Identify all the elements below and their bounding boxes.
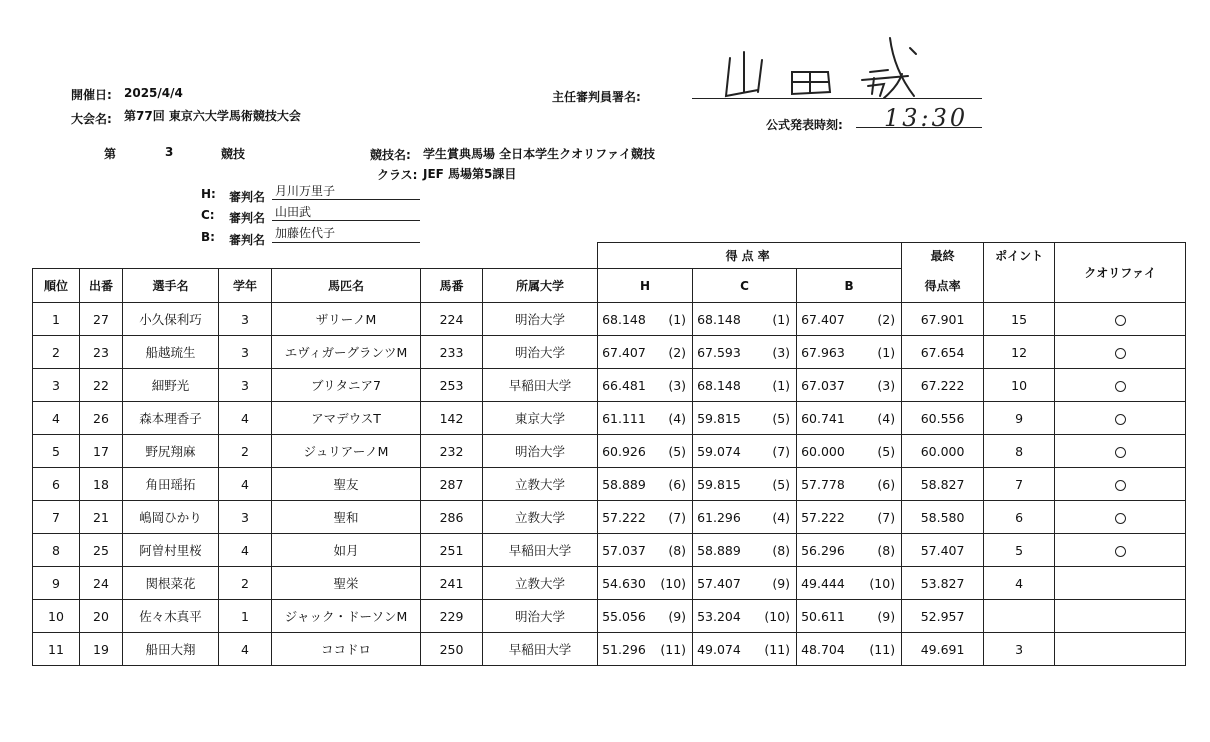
rider-cell: 船越琉生 [123,336,219,369]
score-rank: (1) [668,311,687,327]
judge-position: H: [201,187,216,201]
judge-position: C: [201,208,215,222]
table-row [33,303,1186,336]
rider-cell: 小久保利巧 [123,303,219,336]
h-score-cell [598,567,693,600]
university-cell: 立教大学 [483,468,598,501]
table-row [33,501,1186,534]
b-score-cell [797,435,902,468]
table-row [33,567,1186,600]
final-score-cell: 67.654 [902,336,984,369]
qualified-circle-icon [1115,480,1126,491]
horse-no-cell: 287 [421,468,483,501]
c-score-cell [693,468,797,501]
grade-cell: 1 [219,600,272,633]
grade-cell: 3 [219,369,272,402]
horse-header: 馬匹名 [272,269,421,303]
h-score-cell [598,369,693,402]
qualify-cell [1055,402,1186,435]
horse-cell: ブリタニア7 [272,369,421,402]
score-value: 54.630 [602,575,646,591]
c-score-cell [693,435,797,468]
points-cell: 8 [984,435,1055,468]
h-score-cell [598,600,693,633]
grade-cell: 4 [219,468,272,501]
b-score-cell [797,633,902,666]
score-value: 60.926 [602,443,646,459]
final-score-cell: 60.000 [902,435,984,468]
judge-label: 審判名 [229,233,266,247]
rider-cell: 嶋岡ひかり [123,501,219,534]
score-rank: (8) [668,542,687,558]
judge-label: 審判名 [229,211,266,225]
chief-judge-label: 主任審判員署名: [552,90,641,104]
score-value: 67.037 [801,377,845,393]
judge-line [272,220,420,221]
qualify-cell [1055,633,1186,666]
points-cell: 6 [984,501,1055,534]
b-score-cell [797,402,902,435]
chief-judge-signature [712,30,932,102]
points-cell: 12 [984,336,1055,369]
horse-no-cell: 251 [421,534,483,567]
score-value: 67.593 [697,344,741,360]
horse-cell: 聖和 [272,501,421,534]
start-no-cell: 25 [80,534,123,567]
rider-cell: 関根菜花 [123,567,219,600]
judge-name: 月川万里子 [275,184,336,198]
grade-cell: 3 [219,303,272,336]
qualified-circle-icon [1115,414,1126,425]
h-score-cell [598,501,693,534]
table-row [33,600,1186,633]
qualify-cell [1055,336,1186,369]
rider-cell: 佐々木真平 [123,600,219,633]
start-no-cell: 27 [80,303,123,336]
score-rank: (2) [877,311,896,327]
score-value: 67.407 [602,344,646,360]
horse-cell: ザリーノM [272,303,421,336]
competition-name-value: 学生賞典馬場 全日本学生クオリファイ競技 [423,147,655,161]
judge-name: 加藤佐代子 [275,226,336,240]
score-value: 59.815 [697,476,741,492]
b-header: B [797,269,902,303]
final-score-cell: 60.556 [902,402,984,435]
score-rank: (1) [877,344,896,360]
score-value: 56.296 [801,542,845,558]
score-value: 57.778 [801,476,845,492]
grade-cell: 4 [219,633,272,666]
competition-name-label: 競技名: [370,148,411,162]
points-cell: 3 [984,633,1055,666]
horse-cell: ココドロ [272,633,421,666]
table-row [33,534,1186,567]
university-cell: 明治大学 [483,600,598,633]
final-score-cell: 52.957 [902,600,984,633]
b-score-cell [797,600,902,633]
score-rank: (6) [877,476,896,492]
competition-suffix: 競技 [221,147,246,161]
rank-cell: 5 [33,435,80,468]
rider-cell: 野尻翔麻 [123,435,219,468]
horse-cell: エヴィガーグランツM [272,336,421,369]
horse-no-header: 馬番 [421,269,483,303]
points-cell [984,600,1055,633]
grade-cell: 2 [219,435,272,468]
release-time-label: 公式発表時刻: [766,118,843,132]
score-rank: (3) [668,377,687,393]
c-score-cell [693,303,797,336]
rank-header: 順位 [33,269,80,303]
judge-label: 審判名 [229,190,266,204]
points-cell: 10 [984,369,1055,402]
qualified-circle-icon [1115,381,1126,392]
horse-no-cell: 232 [421,435,483,468]
grade-cell: 2 [219,567,272,600]
rank-cell: 1 [33,303,80,336]
horse-no-cell: 286 [421,501,483,534]
rider-cell: 細野光 [123,369,219,402]
h-header: H [598,269,693,303]
c-score-cell [693,567,797,600]
class-label: クラス: [377,168,418,182]
score-value: 68.148 [602,311,646,327]
qualify-header: クオリファイ [1055,243,1186,303]
university-cell: 立教大学 [483,567,598,600]
b-score-cell [797,468,902,501]
score-rank: (4) [668,410,687,426]
b-score-cell [797,303,902,336]
score-rank: (1) [772,311,791,327]
score-rank: (2) [668,344,687,360]
c-score-cell [693,600,797,633]
score-value: 68.148 [697,311,741,327]
score-rank: (5) [877,443,896,459]
university-cell: 早稲田大学 [483,369,598,402]
score-value: 55.056 [602,608,646,624]
qualify-cell [1055,303,1186,336]
grade-cell: 3 [219,501,272,534]
start-no-header: 出番 [80,269,123,303]
score-rank: (5) [668,443,687,459]
rank-cell: 2 [33,336,80,369]
qualified-circle-icon [1115,315,1126,326]
c-score-cell [693,369,797,402]
date-label: 開催日: [71,88,112,102]
points-cell: 5 [984,534,1055,567]
c-score-cell [693,633,797,666]
c-score-cell [693,402,797,435]
rider-cell: 森本理香子 [123,402,219,435]
rank-cell: 7 [33,501,80,534]
horse-cell: 聖友 [272,468,421,501]
final-header-bottom: 得点率 [902,269,984,303]
horse-cell: 聖栄 [272,567,421,600]
final-score-cell: 49.691 [902,633,984,666]
score-rank: (9) [772,575,791,591]
start-no-cell: 17 [80,435,123,468]
qualified-circle-icon [1115,348,1126,359]
b-score-cell [797,501,902,534]
score-rank: (3) [877,377,896,393]
c-score-cell [693,336,797,369]
rider-header: 選手名 [123,269,219,303]
final-score-cell: 57.407 [902,534,984,567]
score-value: 53.204 [697,608,741,624]
horse-no-cell: 253 [421,369,483,402]
table-row [33,435,1186,468]
horse-cell: ジュリアーノM [272,435,421,468]
start-no-cell: 21 [80,501,123,534]
final-score-cell: 67.901 [902,303,984,336]
university-cell: 東京大学 [483,402,598,435]
final-score-cell: 58.827 [902,468,984,501]
horse-cell: アマデウスT [272,402,421,435]
final-header-top: 最終 [902,243,984,269]
qualify-cell [1055,468,1186,501]
start-no-cell: 23 [80,336,123,369]
b-score-cell [797,369,902,402]
qualify-cell [1055,501,1186,534]
qualify-cell [1055,567,1186,600]
score-rate-header: 得点率 [598,243,902,269]
points-cell: 15 [984,303,1055,336]
event-label: 大会名: [71,112,112,126]
score-value: 67.407 [801,311,845,327]
university-header: 所属大学 [483,269,598,303]
score-rank: (7) [772,443,791,459]
university-cell: 早稲田大学 [483,534,598,567]
rank-cell: 8 [33,534,80,567]
horse-no-cell: 250 [421,633,483,666]
qualify-cell [1055,534,1186,567]
b-score-cell [797,336,902,369]
grade-header: 学年 [219,269,272,303]
start-no-cell: 20 [80,600,123,633]
score-value: 57.222 [801,509,845,525]
event-value: 第77回 東京六大学馬術競技大会 [124,109,301,123]
table-row [33,633,1186,666]
score-rank: (5) [772,476,791,492]
university-cell: 明治大学 [483,336,598,369]
score-rank: (1) [772,377,791,393]
judge-line [272,199,420,200]
score-value: 59.815 [697,410,741,426]
score-rank: (11) [869,641,896,657]
h-score-cell [598,633,693,666]
horse-no-cell: 229 [421,600,483,633]
qualify-cell [1055,369,1186,402]
score-value: 49.444 [801,575,845,591]
score-value: 58.889 [602,476,646,492]
table-row [33,336,1186,369]
qualified-circle-icon [1115,447,1126,458]
score-rank: (9) [877,608,896,624]
score-value: 57.037 [602,542,646,558]
b-score-cell [797,534,902,567]
score-rank: (10) [764,608,791,624]
score-value: 68.148 [697,377,741,393]
result-rows [33,303,1186,666]
grade-cell: 3 [219,336,272,369]
qualified-circle-icon [1115,513,1126,524]
qualified-circle-icon [1115,546,1126,557]
score-rank: (9) [668,608,687,624]
rank-cell: 6 [33,468,80,501]
table-row [33,402,1186,435]
rider-cell: 船田大翔 [123,633,219,666]
score-value: 59.074 [697,443,741,459]
university-cell: 明治大学 [483,435,598,468]
score-value: 57.407 [697,575,741,591]
score-value: 61.111 [602,410,646,426]
rank-cell: 4 [33,402,80,435]
university-cell: 立教大学 [483,501,598,534]
table-row [33,468,1186,501]
horse-no-cell: 241 [421,567,483,600]
score-rank: (10) [869,575,896,591]
qualify-cell [1055,600,1186,633]
release-time-value: 13:30 [884,104,969,132]
score-value: 51.296 [602,641,646,657]
horse-cell: ジャック・ドーソンM [272,600,421,633]
score-rank: (3) [772,344,791,360]
final-score-cell: 53.827 [902,567,984,600]
c-score-cell [693,534,797,567]
score-rank: (5) [772,410,791,426]
horse-no-cell: 233 [421,336,483,369]
qualify-cell [1055,435,1186,468]
score-value: 49.074 [697,641,741,657]
rank-cell: 11 [33,633,80,666]
rank-cell: 10 [33,600,80,633]
start-no-cell: 26 [80,402,123,435]
h-score-cell [598,303,693,336]
b-score-cell [797,567,902,600]
competition-prefix: 第 [104,147,117,161]
class-value: JEF 馬場第5課目 [423,167,517,181]
points-cell: 7 [984,468,1055,501]
c-header: C [693,269,797,303]
score-rank: (11) [764,641,791,657]
score-rank: (4) [877,410,896,426]
score-rank: (4) [772,509,791,525]
results-table [32,242,1186,666]
start-no-cell: 22 [80,369,123,402]
score-value: 67.963 [801,344,845,360]
score-rank: (7) [877,509,896,525]
final-score-cell: 67.222 [902,369,984,402]
c-score-cell [693,501,797,534]
final-score-cell: 58.580 [902,501,984,534]
score-value: 66.481 [602,377,646,393]
start-no-cell: 19 [80,633,123,666]
score-rank: (6) [668,476,687,492]
score-value: 57.222 [602,509,646,525]
university-cell: 明治大学 [483,303,598,336]
university-cell: 早稲田大学 [483,633,598,666]
rider-cell: 阿曽村里桜 [123,534,219,567]
h-score-cell [598,402,693,435]
points-cell: 9 [984,402,1055,435]
h-score-cell [598,534,693,567]
score-rank: (11) [660,641,687,657]
score-rank: (8) [877,542,896,558]
start-no-cell: 18 [80,468,123,501]
score-value: 50.611 [801,608,845,624]
score-rank: (10) [660,575,687,591]
points-header: ポイント [984,243,1055,303]
grade-cell: 4 [219,402,272,435]
table-row [33,369,1186,402]
score-value: 60.000 [801,443,845,459]
score-value: 61.296 [697,509,741,525]
rank-cell: 3 [33,369,80,402]
score-rank: (8) [772,542,791,558]
rank-cell: 9 [33,567,80,600]
score-value: 48.704 [801,641,845,657]
h-score-cell [598,468,693,501]
start-no-cell: 24 [80,567,123,600]
date-value: 2025/4/4 [124,86,183,100]
score-value: 58.889 [697,542,741,558]
h-score-cell [598,435,693,468]
rider-cell: 角田瑶拓 [123,468,219,501]
judge-position: B: [201,230,215,244]
points-cell: 4 [984,567,1055,600]
h-score-cell [598,336,693,369]
judge-name: 山田武 [275,205,312,219]
grade-cell: 4 [219,534,272,567]
score-value: 60.741 [801,410,845,426]
horse-cell: 如月 [272,534,421,567]
competition-number: 3 [165,145,174,159]
horse-no-cell: 224 [421,303,483,336]
horse-no-cell: 142 [421,402,483,435]
score-rank: (7) [668,509,687,525]
svg-text:山田武: 山田武 [712,30,715,31]
